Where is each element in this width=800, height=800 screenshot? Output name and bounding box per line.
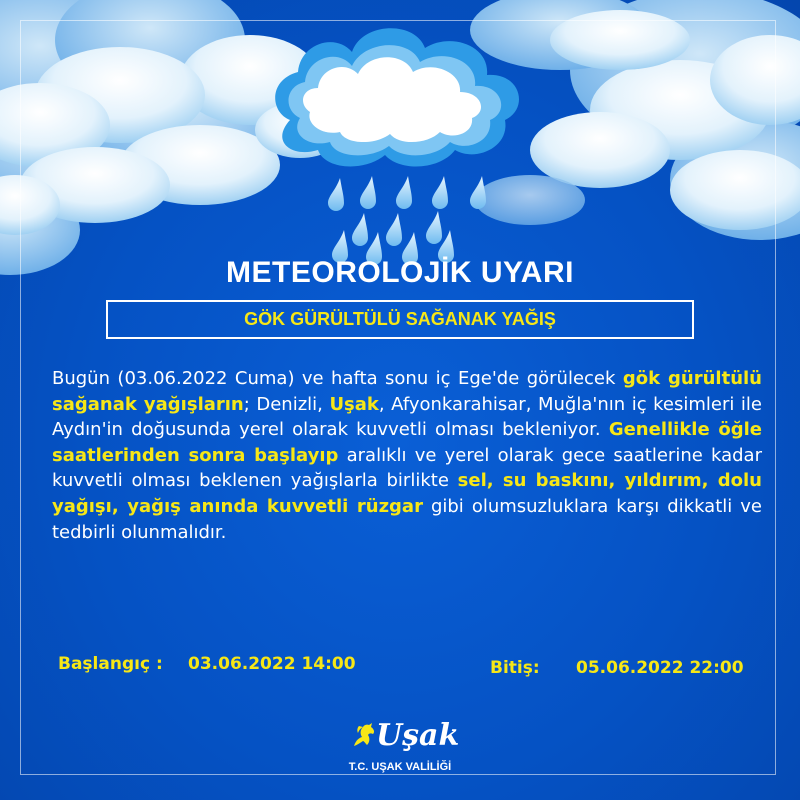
warning-body-text [52,366,762,545]
body-segment: gibi olumsuzluklara karşı dikkatli ve tedbirli olunmalıdır. [52,495,762,543]
poster-subtitle: GÖK GÜRÜLTÜLÜ SAĞANAK YAĞIŞ [244,309,556,329]
body-segment: aralıklı ve yerel olarak gece saatlerine kadar kuvvetli olması beklenen yağışlarla birlikte [52,444,762,492]
start-value: 03.06.2022 14:00 [188,654,356,674]
poster-title: METEOROLOJİK UYARI [226,256,574,289]
body-segment: , Afyonkarahisar, Muğla'nın iç kesimleri ile Aydın'in doğusunda yerel olarak kuvvetli olması bekleniyor. [52,393,763,441]
start-label: Başlangıç : [58,654,163,674]
end-value: 05.06.2022 22:00 [576,658,744,678]
body-highlight: sel, su baskını, yıldırım, dolu yağışı, yağış anında kuvvetli rüzgar [52,470,762,517]
end-label: Bitiş: [490,658,540,678]
body-segment: Bugün (03.06.2022 Cuma) ve hafta sonu iç Ege'de görülecek [52,368,623,389]
body-highlight: gök gürültülü sağanak yağışların [52,368,762,415]
subtitle-box [106,300,694,339]
horse-logo-icon [350,722,378,748]
brand-subtitle: T.C. UŞAK VALİLİĞİ [348,761,452,773]
body-highlight: Uşak [329,393,379,415]
brand-logo-text: Uşak [376,718,460,753]
body-highlight: Genellikle öğle saatlerinden sonra başlayıp [52,419,762,466]
body-segment: ; Denizli, [243,393,330,415]
